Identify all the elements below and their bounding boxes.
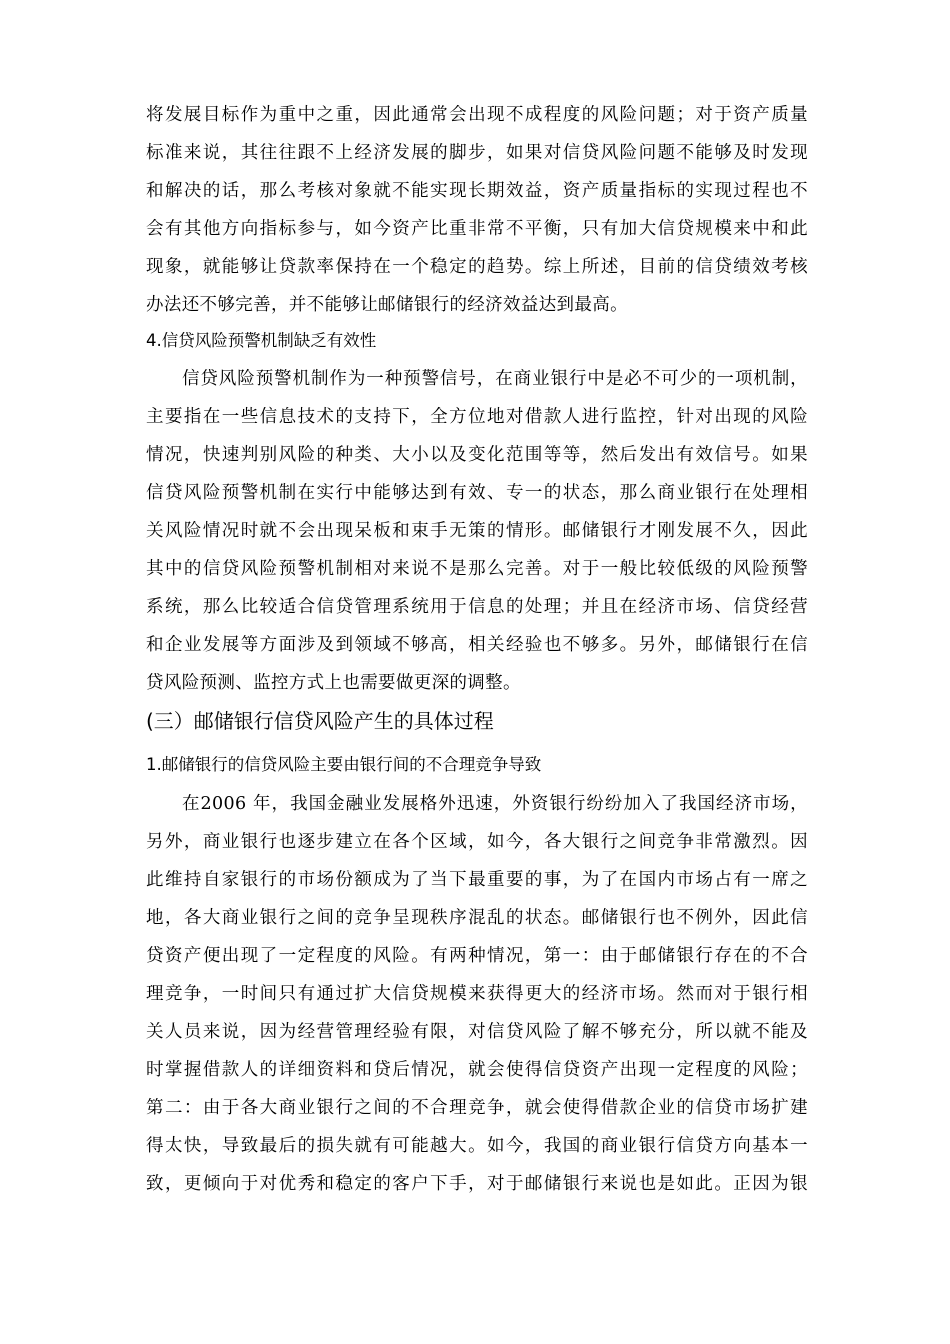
paragraph-line: 另外，商业银行也逐步建立在各个区域，如今，各大银行之间竞争非常激烈。因 — [146, 832, 808, 852]
paragraph-line: 主要指在一些信息技术的支持下，全方位地对借款人进行监控，针对出现的风险 — [146, 407, 808, 427]
paragraph-line: 和企业发展等方面涉及到领域不够高，相关经验也不够多。另外，邮储银行在信 — [146, 635, 808, 655]
paragraph-line: 在2006 年，我国金融业发展格外迅速，外资银行纷纷加入了我国经济市场， — [182, 794, 808, 814]
paragraph-line: 会有其他方向指标参与，如今资产比重非常不平衡，只有加大信贷规模来中和此 — [146, 219, 808, 239]
paragraph-line: 贷风险预测、监控方式上也需要做更深的调整。 — [146, 673, 521, 693]
paragraph-line: 信贷风险预警机制作为一种预警信号，在商业银行中是必不可少的一项机制， — [182, 369, 808, 389]
subsection-heading: 4.信贷风险预警机制缺乏有效性 — [146, 331, 377, 350]
paragraph-line: 情况，快速判别风险的种类、大小以及变化范围等等，然后发出有效信号。如果 — [146, 445, 808, 465]
paragraph-line: 地，各大商业银行之间的竞争呈现秩序混乱的状态。邮储银行也不例外，因此信 — [146, 908, 808, 928]
paragraph-line: 关人员来说，因为经营管理经验有限，对信贷风险了解不够充分，所以就不能及 — [146, 1022, 808, 1042]
paragraph-line: 第二：由于各大商业银行之间的不合理竞争，就会使得借款企业的信贷市场扩建 — [146, 1098, 808, 1118]
paragraph-line: 标准来说，其往往跟不上经济发展的脚步，如果对信贷风险问题不能够及时发现 — [146, 143, 808, 163]
paragraph-line: 办法还不够完善，并不能够让邮储银行的经济效益达到最高。 — [146, 295, 628, 315]
paragraph-line: 现象，就能够让贷款率保持在一个稳定的趋势。综上所述，目前的信贷绩效考核 — [146, 257, 808, 277]
section-heading: (三）邮储银行信贷风险产生的具体过程 — [146, 709, 494, 733]
paragraph-line: 得太快，导致最后的损失就有可能越大。如今，我国的商业银行信贷方向基本一 — [146, 1136, 808, 1156]
paragraph-line: 此维持自家银行的市场份额成为了当下最重要的事，为了在国内市场占有一席之 — [146, 870, 808, 890]
paragraph-line: 贷资产便出现了一定程度的风险。有两种情况，第一：由于邮储银行存在的不合 — [146, 946, 808, 966]
paragraph-line: 信贷风险预警机制在实行中能够达到有效、专一的状态，那么商业银行在处理相 — [146, 483, 808, 503]
paragraph-line: 致，更倾向于对优秀和稳定的客户下手，对于邮储银行来说也是如此。正因为银 — [146, 1174, 808, 1194]
paragraph-line: 将发展目标作为重中之重，因此通常会出现不成程度的风险问题；对于资产质量 — [146, 105, 808, 125]
paragraph-line: 其中的信贷风险预警机制相对来说不是那么完善。对于一般比较低级的风险预警 — [146, 559, 808, 579]
paragraph-line: 时掌握借款人的详细资料和贷后情况，就会使得信贷资产出现一定程度的风险； — [146, 1060, 808, 1080]
subsection-heading: 1.邮储银行的信贷风险主要由银行间的不合理竞争导致 — [146, 755, 542, 774]
paragraph-line: 关风险情况时就不会出现呆板和束手无策的情形。邮储银行才刚发展不久，因此 — [146, 521, 808, 541]
paragraph-line: 系统，那么比较适合信贷管理系统用于信息的处理；并且在经济市场、信贷经营 — [146, 597, 808, 617]
paragraph-line: 和解决的话，那么考核对象就不能实现长期效益，资产质量指标的实现过程也不 — [146, 181, 808, 201]
paragraph-line: 理竞争，一时间只有通过扩大信贷规模来获得更大的经济市场。然而对于银行相 — [146, 984, 808, 1004]
